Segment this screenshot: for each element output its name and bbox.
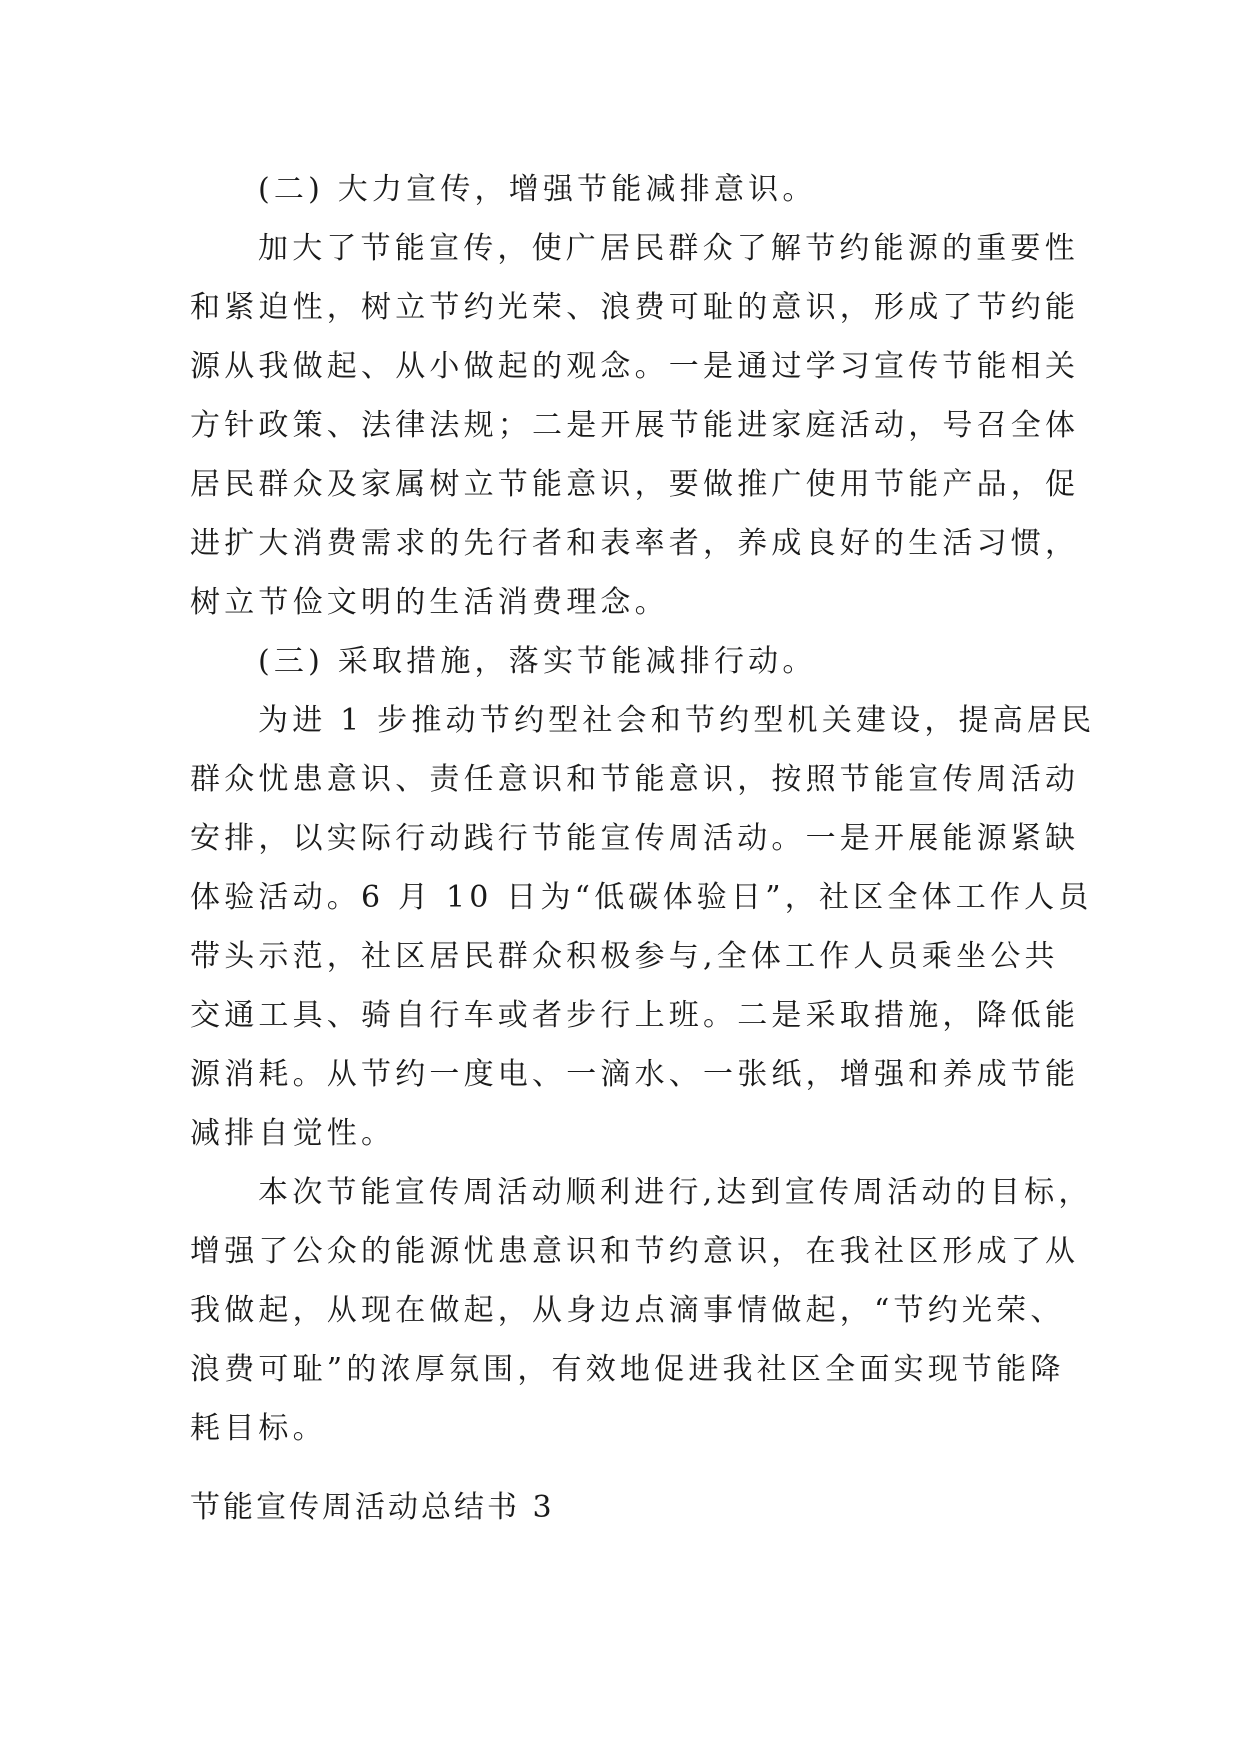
document-body — [190, 160, 1096, 1458]
paragraph-line: 居民群众及家属树立节能意识，要做推广使用节能产品，促 — [190, 467, 1080, 502]
paragraph-line: 群众忧患意识、责任意识和节能意识，按照节能宣传周活动 — [190, 762, 1080, 797]
paragraph-line: 进扩大消费需求的先行者和表率者，养成良好的生活习惯， — [190, 526, 1080, 561]
paragraph-line: 安排，以实际行动践行节能宣传周活动。一是开展能源紧缺 — [190, 821, 1080, 856]
paragraph-line: 和紧迫性，树立节约光荣、浪费可耻的意识，形成了节约能 — [190, 290, 1080, 325]
paragraph-line: 源从我做起、从小做起的观念。一是通过学习宣传节能相关 — [190, 349, 1080, 384]
paragraph-line: 交通工具、骑自行车或者步行上班。二是采取措施，降低能 — [190, 998, 1080, 1033]
next-document-title: 节能宣传周活动总结书 3 — [190, 1490, 555, 1525]
paragraph-line: 减排自觉性。 — [190, 1116, 396, 1151]
paragraph-line: 体验活动。6 月 10 日为“低碳体验日”，社区全体工作人员 — [190, 880, 1093, 915]
section-heading: (二) 大力宣传，增强节能减排意识。 — [258, 172, 817, 207]
paragraph-line: 本次节能宣传周活动顺利进行,达到宣传周活动的目标， — [258, 1175, 1093, 1210]
paragraph-line: 加大了节能宣传，使广居民群众了解节约能源的重要性 — [258, 231, 1079, 266]
paragraph-line: 为进 1 步推动节约型社会和节约型机关建设，提高居民 — [258, 703, 1096, 738]
paragraph-line: 源消耗。从节约一度电、一滴水、一张纸，增强和养成节能 — [190, 1057, 1080, 1092]
paragraph-line: 带头示范，社区居民群众积极参与,全体工作人员乘坐公共 — [190, 939, 1059, 974]
paragraph-line: 我做起，从现在做起，从身边点滴事情做起，“节约光荣、 — [190, 1293, 1065, 1328]
paragraph-line: 方针政策、法律法规；二是开展节能进家庭活动，号召全体 — [190, 408, 1080, 443]
section-heading: (三) 采取措施，落实节能减排行动。 — [258, 644, 817, 679]
paragraph-line: 耗目标。 — [190, 1411, 327, 1446]
paragraph-line: 树立节俭文明的生活消费理念。 — [190, 585, 669, 620]
paragraph-line: 增强了公众的能源忧患意识和节约意识，在我社区形成了从 — [190, 1234, 1080, 1269]
paragraph-line: 浪费可耻”的浓厚氛围，有效地促进我社区全面实现节能降 — [190, 1352, 1065, 1387]
